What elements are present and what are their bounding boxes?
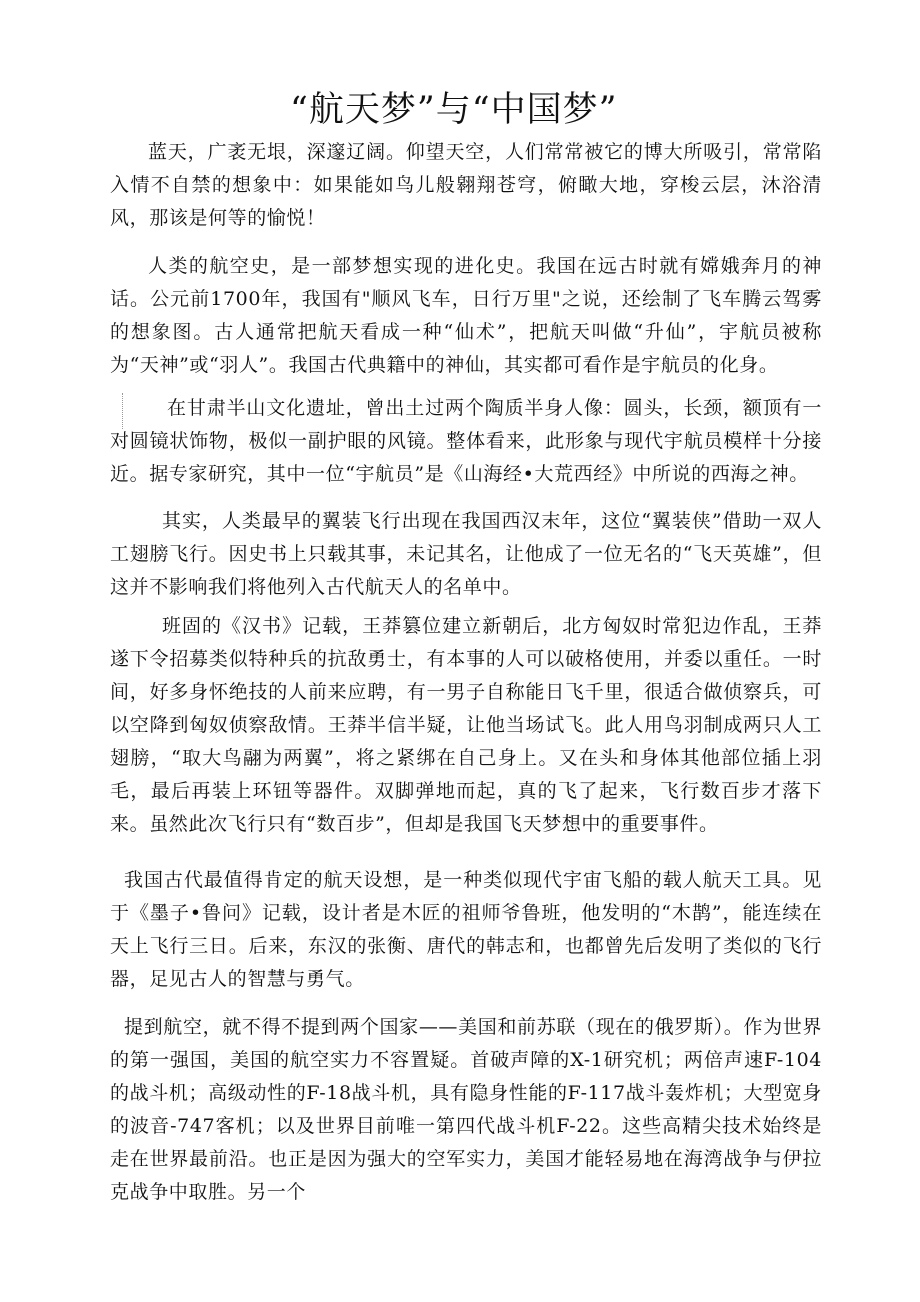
paragraph-han-shu: 班固的《汉书》记载，王莽篡位建立新朝后，北方匈奴时常犯边作乱，王莽遂下令招募类似特种兵的抗敌勇士，有本事的人可以破格使用，并委以重任。一时间，好多身怀绝技的人前来应聘，有一男子自称能日飞千里，很适合做侦察兵，可以空降到匈奴侦察敌情。王莽半信半疑，让他当场试飞。此人用鸟羽制成两只人工翅膀，“取大鸟翮为两翼”，将之紧绑在自己身上。又在头和身体其他部位插上羽毛，最后再装上环钮等器件。双脚弹地而起，真的飞了起来，飞行数百步才落下来。虽然此次飞行只有“数百步”，但却是我国飞天梦想中的重要事件。 (110, 615, 822, 835)
paragraph-wooden-magpie: 我国古代最值得肯定的航天设想，是一种类似现代宇宙飞船的载人航天工具。见于《墨子•鲁问》记载，设计者是木匠的祖师爷鲁班，他发明的“木鹊”，能连续在天上飞行三日。后来，东汉的张衡、唐代的韩志和，也都曾先后发明了类似的飞行器，足见古人的智慧与勇气。 (110, 869, 822, 990)
paragraph-wingsuit: 其实，人类最早的翼装飞行出现在我国西汉末年，这位“翼装侠”借助一双人工翅膀飞行。因史书上只载其事，未记其名，让他成了一位无名的“飞天英雄”，但这并不影响我们将他列入古代航天人的名单中。 (110, 510, 822, 598)
page-title: “航天梦”与“中国梦” (290, 90, 618, 130)
paragraph-usa-ussr: 提到航空，就不得不提到两个国家——美国和前苏联（现在的俄罗斯）。作为世界的第一强国，美国的航空实力不容置疑。首破声障的X-1研究机；两倍声速F-104的战斗机；高级动性的F-18战斗机，具有隐身性能的F-117战斗轰炸机；大型宽身的波音-747客机；以及世界目前唯一第四代战斗机F-22。这些高精尖技术始终是走在世界最前沿。也正是因为强大的空军实力，美国才能轻易地在海湾战争与伊拉克战争中取胜。另一个 (110, 1016, 822, 1203)
paragraph-blue-sky: 蓝天，广袤无垠，深邃辽阔。仰望天空，人们常常被它的博大所吸引，常常陷入情不自禁的想象中：如果能如鸟儿般翱翔苍穹，俯瞰大地，穿梭云层，沐浴清风，那该是何等的愉悦！ (110, 141, 822, 229)
paragraph-aviation-history: 人类的航空史，是一部梦想实现的进化史。我国在远古时就有嫦娥奔月的神话。公元前1700年，我国有"顺风飞车，日行万里"之说，还绘制了飞车腾云驾雾的想象图。古人通常把航天看成一种“仙术”，把航天叫做“升仙”，宇航员被称为“天神”或“羽人”。我国古代典籍中的神仙，其实都可看作是宇航员的化身。 (110, 255, 822, 376)
paragraph-gansu-relics: 在甘肃半山文化遗址，曾出土过两个陶质半身人像：圆头，长颈，额顶有一对圆镜状饰物，极似一副护眼的风镜。整体看来，此形象与现代宇航员模样十分接近。据专家研究，其中一位“宇航员”是《山海经•大荒西经》中所说的西海之神。 (110, 397, 822, 485)
